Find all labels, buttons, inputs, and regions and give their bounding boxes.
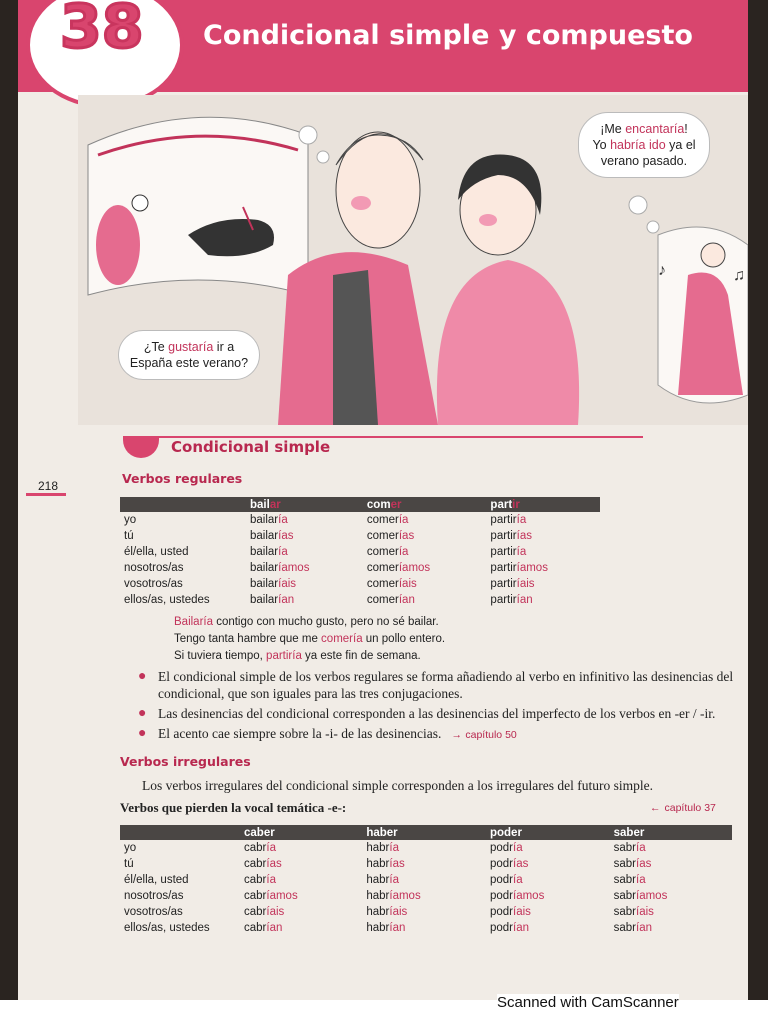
page-number: 218 xyxy=(38,479,59,493)
table-row xyxy=(120,872,732,888)
table-row xyxy=(120,888,732,904)
speech-bubble-woman xyxy=(578,112,710,178)
irregular-intro: Los verbos irregulares del condicional simple corresponden a los irregulares del futuro simple. xyxy=(142,778,653,793)
bubble-text: ¡Me xyxy=(600,122,626,136)
verb-form-cell: habrían xyxy=(366,922,406,934)
verb-form-cell: cabría xyxy=(244,874,276,886)
verb-form-cell: cabrían xyxy=(244,922,283,934)
verb-form-cell: habría xyxy=(366,874,399,886)
table-row xyxy=(120,576,600,592)
verb-form-cell: podríais xyxy=(489,906,531,918)
pronoun-cell: él/ella, usted xyxy=(124,546,189,558)
bullet-icon: ● xyxy=(138,706,147,721)
table-row xyxy=(120,528,600,544)
irregular-verbs-table xyxy=(120,825,732,936)
verb-form-cell: bailaríamos xyxy=(250,562,310,574)
verb-form-cell: cabría xyxy=(244,842,276,854)
table-header: haber xyxy=(362,825,486,840)
verb-form-cell: cabríais xyxy=(244,906,285,918)
verb-form-cell: partiríais xyxy=(490,578,535,590)
verb-form-cell: habríais xyxy=(366,906,408,918)
table-row xyxy=(120,856,732,872)
chapter-number: 38 xyxy=(60,0,144,62)
pronoun-cell: vosotros/as xyxy=(124,578,183,590)
verb-form-cell: podría xyxy=(489,842,523,854)
verb-form-cell: bailaría xyxy=(250,514,288,526)
example-line: Si tuviera tiempo, partiría ya este fin de semana. xyxy=(174,650,421,662)
verb-form-cell: partirían xyxy=(490,594,533,606)
verb-form-cell: comerían xyxy=(366,594,415,606)
table-header: caber xyxy=(240,825,362,840)
subhead-irregular: Verbos irregulares xyxy=(120,754,251,769)
pronoun-cell: ellos/as, ustedes xyxy=(124,922,210,934)
rule-item: ● Las desinencias del condicional corresponden a las desinencias del imperfecto de los verbos en -er / -ir. xyxy=(138,706,716,721)
bubble-highlight: gustaría xyxy=(168,340,214,354)
verb-form-cell: podría xyxy=(489,874,523,886)
table-row xyxy=(120,512,600,528)
verb-form-cell: podrían xyxy=(489,922,530,934)
svg-text:♫: ♫ xyxy=(733,267,745,284)
textbook-page xyxy=(18,0,748,1000)
table-row xyxy=(120,904,732,920)
rule-item: ● El condicional simple de los verbos regulares se forma añadiendo al verbo en infinitivo las desinencias del condicional, que son iguales para las tres conjugaciones. xyxy=(138,669,734,701)
section-tab xyxy=(123,436,159,458)
table-header: partir xyxy=(486,497,600,512)
verb-form-cell: sabríamos xyxy=(613,890,668,902)
rule-item: ● El acento cae siempre sobre la -i- de las desinencias. → capítulo 50 xyxy=(138,726,517,741)
section-title: Condicional simple xyxy=(171,438,331,456)
reference-arrow-icon: → xyxy=(451,729,462,741)
example-line: Bailaría contigo con mucho gusto, pero no sé bailar. xyxy=(174,616,439,628)
table-row xyxy=(120,592,600,608)
verb-form-cell: podríamos xyxy=(489,890,545,902)
table-row xyxy=(120,920,732,936)
verb-form-cell: comeríamos xyxy=(366,562,431,574)
pronoun-cell: vosotros/as xyxy=(124,906,183,918)
rules-list xyxy=(138,668,746,747)
table-header: bailar xyxy=(246,497,363,512)
table-row xyxy=(120,544,600,560)
bubble-text: ¿Te xyxy=(143,340,169,354)
chapter-title: Condicional simple y compuesto xyxy=(203,20,693,51)
verb-form-cell: partiría xyxy=(490,514,527,526)
verb-form-cell: cabrías xyxy=(244,858,282,870)
svg-text:♪: ♪ xyxy=(658,262,666,279)
bullet-icon: ● xyxy=(138,669,147,684)
chapter-reference-37: ← capítulo 37 xyxy=(650,802,716,814)
verb-form-cell: podrías xyxy=(489,858,529,870)
bubble-highlight: encantaría xyxy=(625,122,685,136)
bubble-text: ! xyxy=(684,122,688,136)
pronoun-cell: él/ella, usted xyxy=(124,874,189,886)
bullfight-scene-icon xyxy=(88,117,308,295)
pronoun-cell: yo xyxy=(124,514,137,526)
bubble-text: España este verano? xyxy=(129,356,249,370)
verb-form-cell: sabría xyxy=(613,842,646,854)
table-header-blank xyxy=(120,497,246,512)
verb-form-cell: cabríamos xyxy=(244,890,298,902)
reference-arrow-icon: ← xyxy=(650,802,661,814)
verb-form-cell: habrías xyxy=(366,858,405,870)
table-header-blank xyxy=(120,825,240,840)
bubble-text: Yo xyxy=(592,138,611,152)
verb-form-cell: partiríamos xyxy=(490,562,548,574)
chapter-reference: capítulo 50 xyxy=(465,729,517,741)
pronoun-cell: nosotros/as xyxy=(124,562,184,574)
verb-form-cell: bailaríais xyxy=(250,578,297,590)
verb-form-cell: comería xyxy=(366,546,409,558)
bubble-text: verano pasado. xyxy=(600,154,688,168)
verb-form-cell: bailarían xyxy=(250,594,295,606)
table-header: poder xyxy=(486,825,610,840)
verb-form-cell: comerías xyxy=(366,530,415,542)
pronoun-cell: tú xyxy=(124,858,134,870)
speech-bubble-man xyxy=(118,330,260,380)
verb-form-cell: comería xyxy=(366,514,409,526)
verb-form-cell: sabríais xyxy=(613,906,654,918)
verb-form-cell: sabrías xyxy=(613,858,652,870)
table-header: saber xyxy=(610,825,732,840)
verb-form-cell: partiría xyxy=(490,546,527,558)
verb-form-cell: habría xyxy=(366,842,399,854)
verb-form-cell: sabría xyxy=(613,874,646,886)
verb-form-cell: bailarías xyxy=(250,530,294,542)
subhead-regular: Verbos regulares xyxy=(122,471,243,486)
table-header: comer xyxy=(363,497,487,512)
regular-verbs-table xyxy=(120,497,600,608)
bubble-text: ya el xyxy=(665,138,696,152)
table-row xyxy=(120,840,732,856)
verb-form-cell: habríamos xyxy=(366,890,421,902)
pronoun-cell: ellos/as, ustedes xyxy=(124,594,210,606)
bullet-icon: ● xyxy=(138,726,147,741)
verb-form-cell: bailaría xyxy=(250,546,288,558)
verb-form-cell: comeríais xyxy=(366,578,417,590)
table-row xyxy=(120,560,600,576)
bubble-text: ir a xyxy=(213,340,235,354)
examples xyxy=(174,614,445,665)
verb-form-cell: sabrían xyxy=(613,922,652,934)
example-line: Tengo tanta hambre que me comería un pollo entero. xyxy=(174,633,446,645)
scanner-watermark: Scanned with CamScanner xyxy=(497,994,679,1011)
pronoun-cell: nosotros/as xyxy=(124,890,184,902)
verb-form-cell: partirías xyxy=(490,530,532,542)
bubble-highlight: habría ido xyxy=(610,138,666,152)
page-number-rule xyxy=(26,493,66,496)
irregular-subtitle: Verbos que pierden la vocal temática -e-: xyxy=(120,800,347,815)
pronoun-cell: tú xyxy=(124,530,134,542)
pronoun-cell: yo xyxy=(124,842,137,854)
